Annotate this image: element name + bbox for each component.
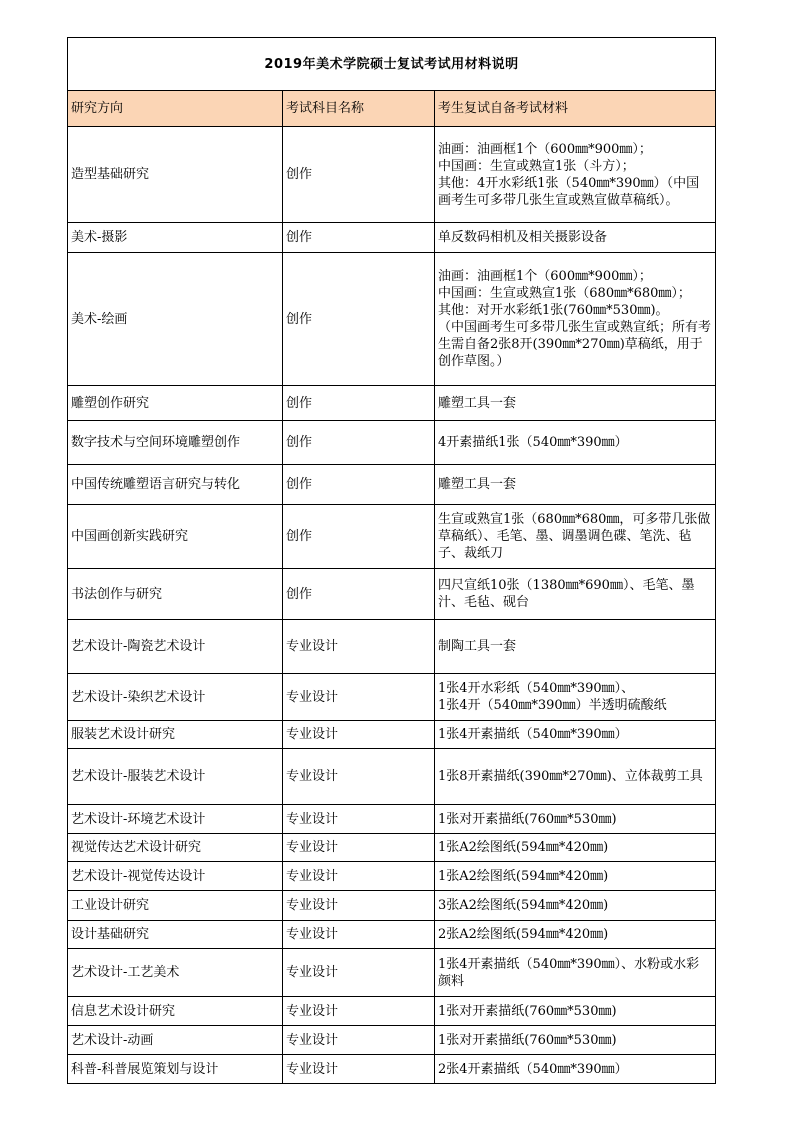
title-row xyxy=(68,38,716,91)
table-row xyxy=(68,127,716,223)
cell-materials: 雕塑工具一套 xyxy=(435,386,716,421)
cell-direction: 艺术设计-动画 xyxy=(68,1026,283,1055)
cell-subject: 专业设计 xyxy=(283,674,435,721)
cell-direction: 中国画创新实践研究 xyxy=(68,505,283,569)
header-subject: 考试科目名称 xyxy=(283,91,435,127)
cell-direction: 数字技术与空间环境雕塑创作 xyxy=(68,421,283,465)
cell-subject: 专业设计 xyxy=(283,997,435,1026)
cell-subject: 创作 xyxy=(283,569,435,620)
cell-subject: 专业设计 xyxy=(283,949,435,997)
cell-materials: 1张4开素描纸（540㎜*390㎜） xyxy=(435,721,716,749)
table-row xyxy=(68,721,716,749)
cell-subject: 创作 xyxy=(283,127,435,223)
table-row xyxy=(68,862,716,891)
cell-materials: 3张A2绘图纸(594㎜*420㎜) xyxy=(435,891,716,921)
table-row xyxy=(68,421,716,465)
cell-subject: 专业设计 xyxy=(283,721,435,749)
cell-subject: 创作 xyxy=(283,253,435,386)
cell-direction: 雕塑创作研究 xyxy=(68,386,283,421)
table-row xyxy=(68,749,716,805)
table-row xyxy=(68,921,716,949)
cell-direction: 艺术设计-服装艺术设计 xyxy=(68,749,283,805)
header-row xyxy=(68,91,716,127)
cell-direction: 工业设计研究 xyxy=(68,891,283,921)
cell-materials: 油画：油画框1个（600㎜*900㎜）； 中国画：生宣或熟宣1张（680㎜*680㎜）； 其他：对开水彩纸1张(760㎜*530㎜)。 （中国画考生可多带几张生宣或熟宣纸；所有考生需自备2张8开(390㎜*270㎜)草稿纸，用于创作草图。） xyxy=(435,253,716,386)
cell-direction: 视觉传达艺术设计研究 xyxy=(68,834,283,862)
cell-direction: 服装艺术设计研究 xyxy=(68,721,283,749)
cell-materials: 1张4开水彩纸（540㎜*390㎜）、 1张4开（540㎜*390㎜）半透明硫酸纸 xyxy=(435,674,716,721)
cell-subject: 专业设计 xyxy=(283,620,435,674)
cell-subject: 专业设计 xyxy=(283,862,435,891)
cell-subject: 创作 xyxy=(283,386,435,421)
cell-direction: 美术-摄影 xyxy=(68,223,283,253)
cell-direction: 艺术设计-视觉传达设计 xyxy=(68,862,283,891)
cell-materials: 生宣或熟宣1张（680㎜*680㎜，可多带几张做草稿纸）、毛笔、墨、调墨调色碟、笔洗、毡子、裁纸刀 xyxy=(435,505,716,569)
cell-direction: 艺术设计-环境艺术设计 xyxy=(68,805,283,834)
table-row xyxy=(68,805,716,834)
header-materials: 考生复试自备考试材料 xyxy=(435,91,716,127)
cell-subject: 专业设计 xyxy=(283,805,435,834)
page-title: 2019年美术学院硕士复试考试用材料说明 xyxy=(68,38,716,91)
table-row xyxy=(68,891,716,921)
cell-subject: 专业设计 xyxy=(283,1055,435,1084)
cell-direction: 设计基础研究 xyxy=(68,921,283,949)
table-row xyxy=(68,834,716,862)
materials-table xyxy=(67,37,716,1084)
cell-direction: 造型基础研究 xyxy=(68,127,283,223)
table-row xyxy=(68,223,716,253)
cell-direction: 艺术设计-陶瓷艺术设计 xyxy=(68,620,283,674)
cell-subject: 专业设计 xyxy=(283,891,435,921)
cell-materials: 雕塑工具一套 xyxy=(435,465,716,505)
cell-materials: 1张8开素描纸(390㎜*270㎜)、立体裁剪工具 xyxy=(435,749,716,805)
cell-subject: 创作 xyxy=(283,465,435,505)
cell-materials: 单反数码相机及相关摄影设备 xyxy=(435,223,716,253)
cell-materials: 1张4开素描纸（540㎜*390㎜）、水粉或水彩颜料 xyxy=(435,949,716,997)
cell-materials: 1张对开素描纸(760㎜*530㎜) xyxy=(435,1026,716,1055)
cell-materials: 2张4开素描纸（540㎜*390㎜） xyxy=(435,1055,716,1084)
cell-direction: 艺术设计-工艺美术 xyxy=(68,949,283,997)
table-row xyxy=(68,253,716,386)
header-direction: 研究方向 xyxy=(68,91,283,127)
cell-subject: 专业设计 xyxy=(283,749,435,805)
cell-direction: 艺术设计-染织艺术设计 xyxy=(68,674,283,721)
table-row xyxy=(68,505,716,569)
cell-materials: 4开素描纸1张（540㎜*390㎜） xyxy=(435,421,716,465)
cell-subject: 创作 xyxy=(283,223,435,253)
cell-direction: 中国传统雕塑语言研究与转化 xyxy=(68,465,283,505)
cell-direction: 科普-科普展览策划与设计 xyxy=(68,1055,283,1084)
cell-materials: 四尺宣纸10张（1380㎜*690㎜）、毛笔、墨汁、毛毡、砚台 xyxy=(435,569,716,620)
cell-materials: 1张对开素描纸(760㎜*530㎜) xyxy=(435,805,716,834)
cell-subject: 专业设计 xyxy=(283,1026,435,1055)
table-row xyxy=(68,1055,716,1084)
cell-direction: 书法创作与研究 xyxy=(68,569,283,620)
table-row xyxy=(68,674,716,721)
cell-subject: 创作 xyxy=(283,421,435,465)
table-row xyxy=(68,1026,716,1055)
cell-subject: 创作 xyxy=(283,505,435,569)
cell-materials: 1张对开素描纸(760㎜*530㎜) xyxy=(435,997,716,1026)
table-row xyxy=(68,465,716,505)
cell-materials: 油画：油画框1个（600㎜*900㎜）； 中国画：生宣或熟宣1张（斗方）； 其他：4开水彩纸1张（540㎜*390㎜）（中国画考生可多带几张生宣或熟宣做草稿纸）。 xyxy=(435,127,716,223)
table-row xyxy=(68,620,716,674)
table-row xyxy=(68,386,716,421)
table-row xyxy=(68,997,716,1026)
cell-materials: 制陶工具一套 xyxy=(435,620,716,674)
cell-direction: 信息艺术设计研究 xyxy=(68,997,283,1026)
cell-subject: 专业设计 xyxy=(283,921,435,949)
cell-materials: 1张A2绘图纸(594㎜*420㎜) xyxy=(435,862,716,891)
cell-materials: 2张A2绘图纸(594㎜*420㎜) xyxy=(435,921,716,949)
cell-materials: 1张A2绘图纸(594㎜*420㎜) xyxy=(435,834,716,862)
cell-subject: 专业设计 xyxy=(283,834,435,862)
table-row xyxy=(68,569,716,620)
table-row xyxy=(68,949,716,997)
cell-direction: 美术-绘画 xyxy=(68,253,283,386)
